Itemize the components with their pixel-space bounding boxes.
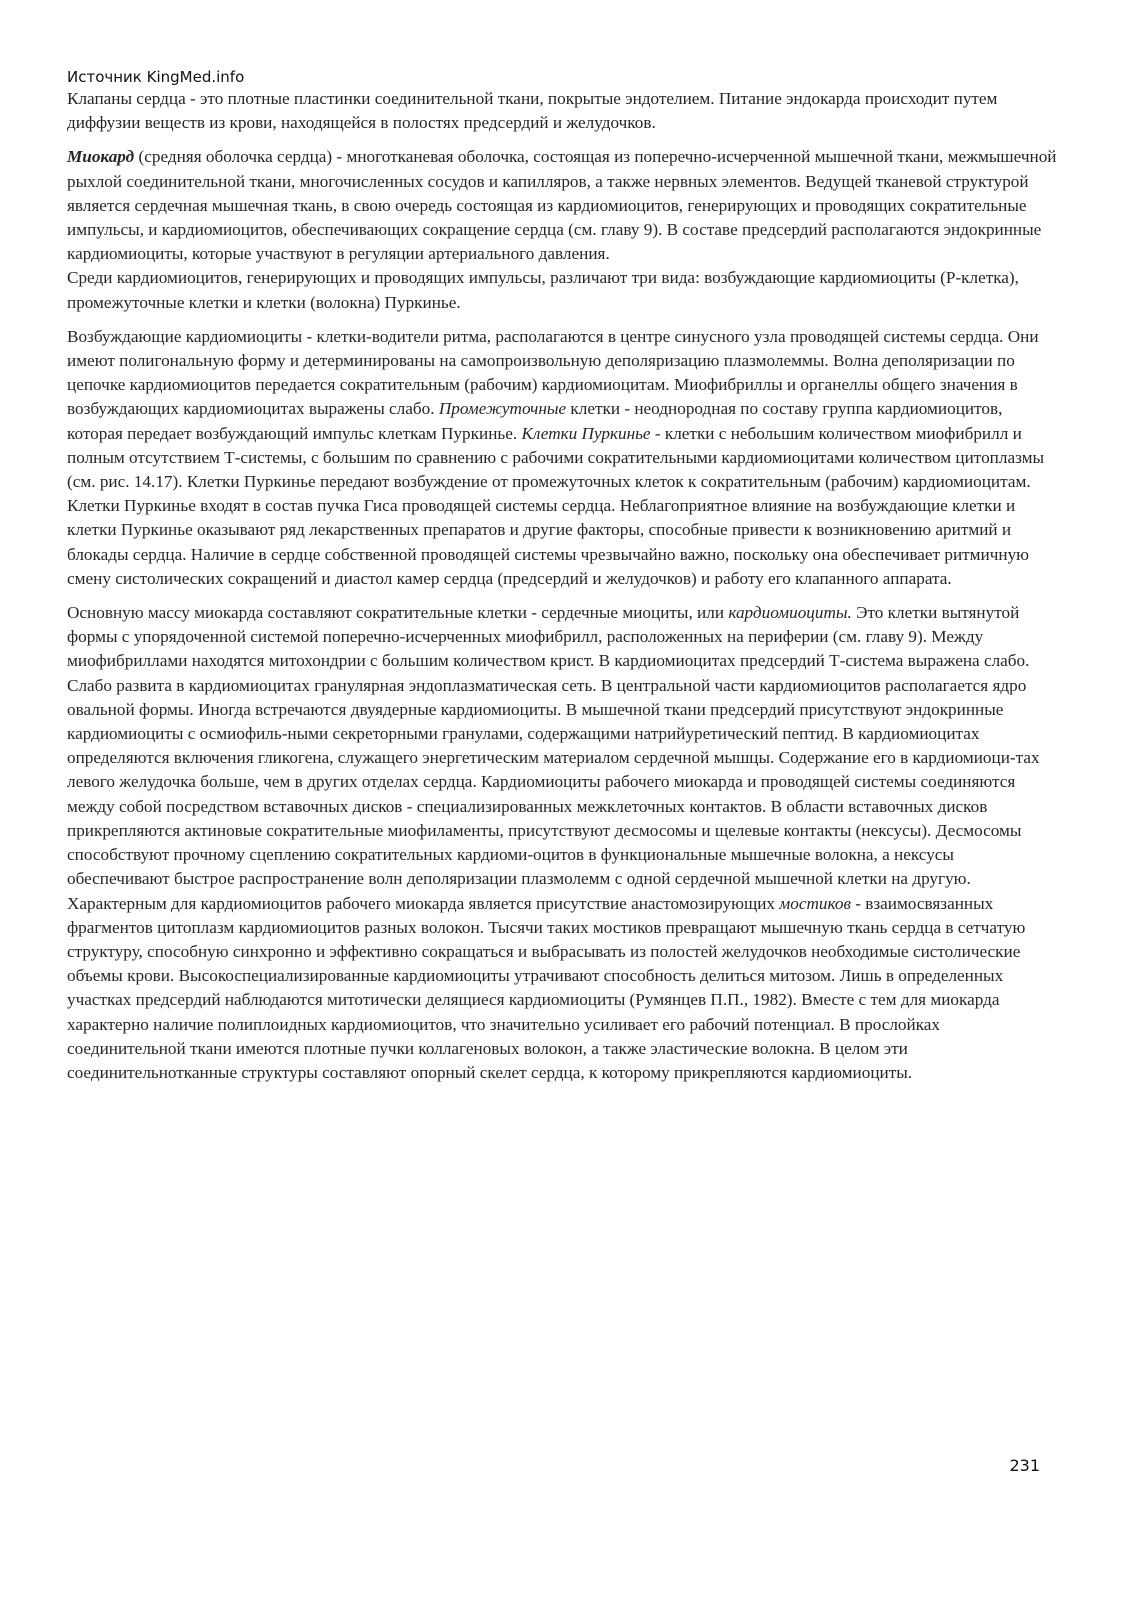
term-purkinje-cells: Клетки Пуркинье	[521, 423, 651, 443]
paragraph-text-part: Это клетки вытянутой формы с упорядоченной системой поперечно-исчерченных миофибрилл, расположенных на периферии (см. главу 9). Между миофибриллами находятся митохондрии с большим количеством крист. В кардиомиоцитах предсердий Т-система выражена слабо. Слабо развита в кардиомиоцитах гранулярная эндоплазматическая сеть. В центральной части кардиомиоцитов располагается ядро овальной формы. Иногда встречаются двуядерные кардиомиоциты. В мышечной ткани предсердий присутствуют эндокринные кардиомиоциты с осмиофиль-ными секреторными гранулами, содержащими натрийуретический пептид. В кардиомиоцитах определяются включения гликогена, служащего энергетическим материалом сердечной мышцы. Содержание его в кардиомиоци-тах левого желудочка больше, чем в других отделах сердца. Кардиомиоциты рабочего миокарда и проводящей системы соединяются между собой посредством вставочных дисков - специализированных межклеточных контактов. В области вставочных дисков прикрепляются актиновые сократительные миофиламенты, присутствуют десмосомы и щелевые контакты (нексусы). Десмосомы способствуют прочному сцеплению сократительных кардиоми-оцитов в функциональные мышечные волокна, а нексусы обеспечивают быстрое распространение волн деполяризации плазмолемм с одной сердечной мышечной клетки на другую. Характерным для кардиомиоцитов рабочего миокарда является присутствие анастомозирующих	[67, 603, 1040, 913]
paragraph-conduction-cell-types	[67, 266, 1057, 314]
paragraph-text-part: - клетки с небольшим количеством миофибрилл и полным отсутствием Т-системы, с большим по сравнению с рабочими сократительными кардиомиоцитами количеством цитоплазмы (см. рис. 14.17). Клетки Пуркинье передают возбуждение от промежуточных клеток к сократительным (рабочим) кардиомиоцитам. Клетки Пуркинье входят в состав пучка Гиса проводящей системы сердца. Неблагоприятное влияние на возбуждающие клетки и клетки Пуркинье оказывают ряд лекарственных препаратов и другие факторы, способные привести к возникновению аритмий и блокады сердца. Наличие в сердце собственной проводящей системы чрезвычайно важно, поскольку она обеспечивает ритмичную смену систолических сокращений и диастол камер сердца (предсердий и желудочков) и работу его клапанного аппарата.	[67, 423, 1045, 588]
term-intermediate-cells: Промежуточные	[438, 399, 567, 419]
paragraph-text-part: Возбуждающие кардиомиоциты - клетки-водители ритма, располагаются в центре синусного узла проводящей системы сердца. Они имеют полигональную форму и детерминированы на самопроизвольную деполяризацию плазмолеммы. Волна деполяризации по цепочке кардиомиоцитов передается сократительным (рабочим) кардиомиоцитам. Миофибриллы и органеллы общего значения в возбуждающих кардиомиоцитах выражены слабо.	[67, 326, 1039, 419]
page-number: 231	[1009, 1456, 1040, 1475]
paragraph-cardiomyocytes	[67, 601, 1057, 1085]
paragraph-text-part: - взаимосвязанных фрагментов цитоплазм кардиомиоцитов разных волокон. Тысячи таких мостиков превращают мышечную ткань сердца в сетчатую структуру, способную синхронно и эффективно сокращаться и выбрасывать из полостей желудочков необходимые систолические объемы крови. Высокоспециализированные кардиомиоциты утрачивают способность делиться митозом. Лишь в определенных участках предсердий наблюдаются митотически делящиеся кардиомиоциты (Румянцев П.П., 1982). Вместе с тем для миокарда характерно наличие полиплоидных кардиомиоцитов, что значительно усиливает его рабочий потенциал. В прослойках соединительной ткани имеются плотные пучки коллагеновых волокон, а также эластические волокна. В целом эти соединительнотканные структуры составляют опорный скелет сердца, к которому прикрепляются кардиомиоциты.	[67, 893, 1026, 1082]
paragraph-text: Среди кардиомиоцитов, генерирующих и проводящих импульсы, различают три вида: возбуждающие кардиомиоциты (Р-клетка), промежуточные клетки и клетки (волокна) Пуркинье.	[67, 268, 1019, 312]
paragraph-myocardium	[67, 145, 1057, 266]
paragraph-text-part: клетки - неоднородная по составу группа кардиомиоцитов, которая передает возбуждающий импульс клеткам Пуркинье.	[67, 399, 1003, 443]
paragraph-text-part: Основную массу миокарда составляют сократительные клетки - сердечные миоциты, или	[67, 603, 729, 623]
document-page	[67, 67, 1057, 1095]
term-myocardium: Миокард	[67, 147, 135, 167]
paragraph-text: Клапаны сердца - это плотные пластинки соединительной ткани, покрытые эндотелием. Питание эндокарда происходит путем диффузии веществ из крови, находящейся в полостях предсердий и желудочков.	[67, 89, 998, 133]
paragraph-text: (средняя оболочка сердца) - многотканевая оболочка, состоящая из поперечно-исчерченной мышечной ткани, межмышечной рыхлой соединительной ткани, многочисленных сосудов и капилляров, а также нервных элементов. Ведущей тканевой структурой является сердечная мышечная ткань, в свою очередь состоящая из кардиомиоцитов, генерирующих и проводящих сократительные импульсы, и кардиомиоцитов, обеспечивающих сокращение сердца (см. главу 9). В составе предсердий располагаются эндокринные кардиомиоциты, которые участвуют в регуляции артериального давления.	[67, 147, 1057, 264]
document-body	[67, 87, 1057, 1085]
term-cardiomyocytes: кардиомиоциты.	[728, 603, 852, 623]
paragraph-pacemaker-cells	[67, 325, 1057, 591]
term-bridges: мостиков	[779, 893, 851, 913]
paragraph-heart-valves	[67, 87, 1057, 135]
source-header: Источник KingMed.info	[67, 68, 245, 86]
